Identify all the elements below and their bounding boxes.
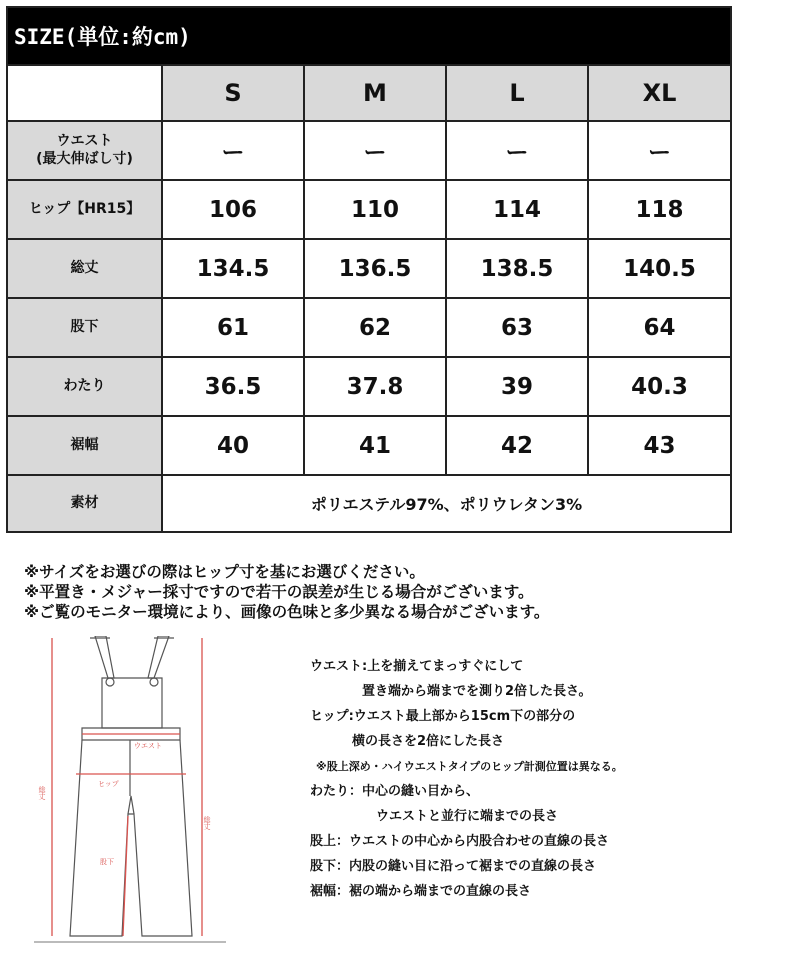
note-line: ※サイズをお選びの際はヒップ寸を基にお選びください。 xyxy=(24,563,425,581)
table-row-hem-width xyxy=(7,416,731,475)
row-label-total-length: 総丈 xyxy=(7,239,162,298)
size-header-row xyxy=(7,65,731,121)
hip-measure-label: ヒップ xyxy=(98,780,119,788)
table-cell: 61 xyxy=(162,298,304,357)
definition-line: ウエストと並行に端までの長さ xyxy=(376,809,559,824)
definition-line: 股上：ウエストの中心から内股合わせの直線の長さ xyxy=(310,834,610,849)
notes xyxy=(24,562,549,622)
note-line: ※平置き・メジャー採寸ですので若干の誤差が生じる場合がございます。 xyxy=(24,583,534,601)
table-row-inseam xyxy=(7,298,731,357)
table-cell: 136.5 xyxy=(304,239,446,298)
table-title: SIZE(単位:約cm) xyxy=(7,7,731,65)
waist-label-line1: ウエスト xyxy=(56,133,113,149)
table-cell: 110 xyxy=(304,180,446,239)
table-row-material xyxy=(7,475,731,532)
table-cell: ー xyxy=(304,121,446,180)
material-value: ポリエステル97%、ポリウレタン3% xyxy=(162,475,731,532)
table-cell: 64 xyxy=(588,298,731,357)
overalls-diagram xyxy=(30,636,230,946)
total-length-label-left: 総丈 xyxy=(38,786,46,800)
row-label-hip: ヒップ【HR15】 xyxy=(7,180,162,239)
row-label-waist xyxy=(7,121,162,180)
table-cell: ー xyxy=(588,121,731,180)
table-cell: 134.5 xyxy=(162,239,304,298)
definition-line: ウエスト:上を揃えてまっすぐにして xyxy=(310,659,524,674)
measure-lines xyxy=(52,638,202,936)
header-blank-cell xyxy=(7,65,162,121)
size-table xyxy=(6,6,732,533)
row-label-thigh: わたり xyxy=(7,357,162,416)
definition-line: わたり：中心の縫い目から、 xyxy=(310,784,480,799)
table-cell: 41 xyxy=(304,416,446,475)
table-row-hip xyxy=(7,180,731,239)
table-cell: 106 xyxy=(162,180,304,239)
table-cell: 43 xyxy=(588,416,731,475)
table-row-thigh xyxy=(7,357,731,416)
table-cell: 140.5 xyxy=(588,239,731,298)
row-label-inseam: 股下 xyxy=(7,298,162,357)
inseam-measure-label: 股下 xyxy=(100,858,114,866)
table-cell: 63 xyxy=(446,298,588,357)
waist-label-line2: (最大伸ばし寸) xyxy=(36,150,133,167)
size-header-m: M xyxy=(304,65,446,121)
row-label-hem-width: 裾幅 xyxy=(7,416,162,475)
size-header-xl: XL xyxy=(588,65,731,121)
table-cell: 138.5 xyxy=(446,239,588,298)
table-row-total-length xyxy=(7,239,731,298)
overalls-outline xyxy=(70,636,192,936)
definition-line: 置き端から端までを測り2倍した長さ。 xyxy=(362,684,592,699)
definition-line: 裾幅：裾の端から端までの直線の長さ xyxy=(310,884,532,899)
definition-note: ※股上深め・ハイウエストタイプのヒップ計測位置は異なる。 xyxy=(316,760,623,773)
definition-line: 横の長さを2倍にした長さ xyxy=(352,734,505,749)
table-cell: ー xyxy=(162,121,304,180)
definition-line: 股下：内股の縫い目に沿って裾までの直線の長さ xyxy=(310,859,597,874)
table-cell: 40.3 xyxy=(588,357,731,416)
note-line: ※ご覧のモニター環境により、画像の色味と多少異なる場合がございます。 xyxy=(24,603,550,621)
table-cell: 36.5 xyxy=(162,357,304,416)
table-cell: 39 xyxy=(446,357,588,416)
table-row-waist xyxy=(7,121,731,180)
table-cell: 62 xyxy=(304,298,446,357)
definition-line: ヒップ:ウエスト最上部から15cm下の部分の xyxy=(310,709,576,724)
measurement-definitions xyxy=(310,654,623,904)
waist-measure-label: ウエスト xyxy=(134,742,162,750)
size-header-l: L xyxy=(446,65,588,121)
table-cell: 40 xyxy=(162,416,304,475)
table-cell: ー xyxy=(446,121,588,180)
table-cell: 42 xyxy=(446,416,588,475)
table-cell: 114 xyxy=(446,180,588,239)
total-length-label-right: 総丈 xyxy=(203,816,211,830)
table-cell: 37.8 xyxy=(304,357,446,416)
row-label-material: 素材 xyxy=(7,475,162,532)
table-cell: 118 xyxy=(588,180,731,239)
size-header-s: S xyxy=(162,65,304,121)
